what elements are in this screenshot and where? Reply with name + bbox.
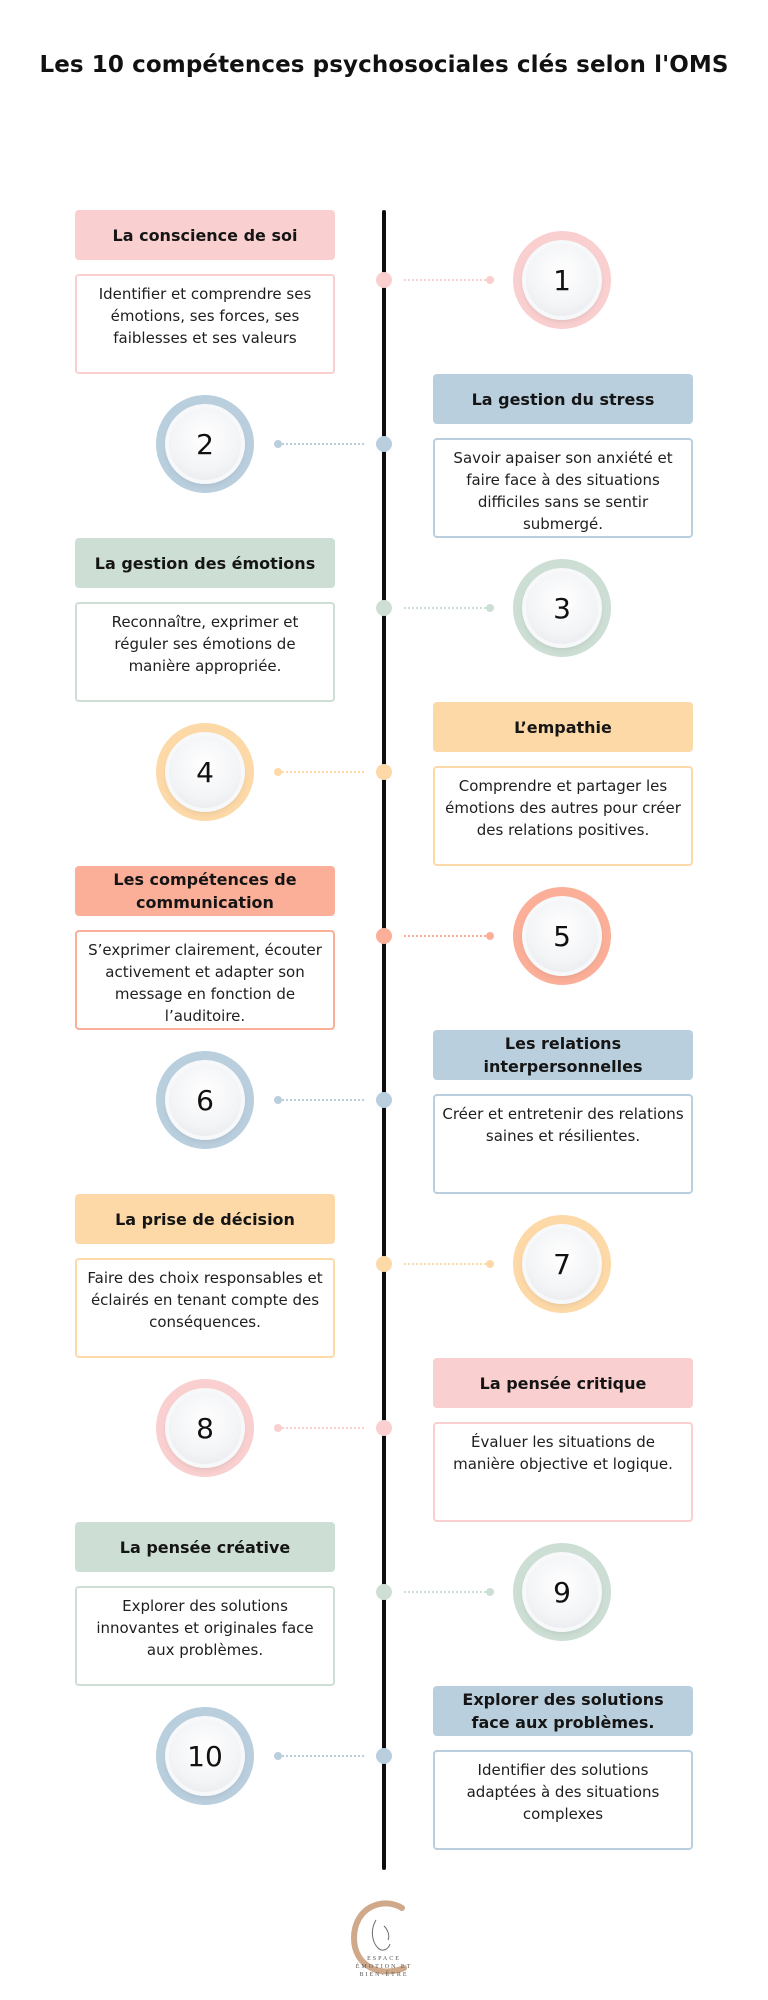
step-description: Savoir apaiser son anxiété et faire face à des situations difficiles sans se sentir submergé.: [433, 438, 693, 538]
connector-line: [404, 935, 490, 937]
step-number-badge: [156, 1379, 254, 1477]
step-description: Comprendre et partager les émotions des autres pour créer des relations positives.: [433, 766, 693, 866]
step-number: 8: [169, 1392, 241, 1464]
step-title: La pensée créative: [75, 1522, 335, 1572]
connector-end-dot: [274, 1752, 282, 1760]
timeline-dot: [376, 436, 392, 452]
logo-line-2: ÉMOTION ET: [355, 1964, 413, 1970]
step-title: L’empathie: [433, 702, 693, 752]
step-title: La gestion des émotions: [75, 538, 335, 588]
connector-line: [278, 443, 364, 445]
connector-end-dot: [274, 768, 282, 776]
connector-line: [404, 279, 490, 281]
step-number-badge: [513, 1215, 611, 1313]
connector-line: [404, 1591, 490, 1593]
connector-line: [278, 1099, 364, 1101]
step-number: 1: [526, 244, 598, 316]
step-number-badge: [156, 1707, 254, 1805]
step-number-badge: [513, 559, 611, 657]
step-title: Les compétences de communication: [75, 866, 335, 916]
connector-end-dot: [486, 1260, 494, 1268]
timeline-dot: [376, 1256, 392, 1272]
timeline-dot: [376, 764, 392, 780]
step-title: La conscience de soi: [75, 210, 335, 260]
step-number: 3: [526, 572, 598, 644]
connector-end-dot: [274, 1096, 282, 1104]
step-number: 6: [169, 1064, 241, 1136]
step-number-badge: [156, 395, 254, 493]
connector-line: [278, 1427, 364, 1429]
step-number: 2: [169, 408, 241, 480]
connector-line: [404, 1263, 490, 1265]
step-title: Les relations interpersonnelles: [433, 1030, 693, 1080]
connector-end-dot: [274, 1424, 282, 1432]
timeline-dot: [376, 1420, 392, 1436]
step-description: Faire des choix responsables et éclairés en tenant compte des conséquences.: [75, 1258, 335, 1358]
logo-text: [334, 1955, 434, 1979]
timeline-dot: [376, 1584, 392, 1600]
step-number: 7: [526, 1228, 598, 1300]
connector-end-dot: [486, 1588, 494, 1596]
step-title: Explorer des solutions face aux problèmes.: [433, 1686, 693, 1736]
step-title: La gestion du stress: [433, 374, 693, 424]
step-number: 4: [169, 736, 241, 808]
step-description: Reconnaître, exprimer et réguler ses émotions de manière appropriée.: [75, 602, 335, 702]
step-description: Créer et entretenir des relations saines et résilientes.: [433, 1094, 693, 1194]
connector-end-dot: [486, 604, 494, 612]
connector-line: [278, 771, 364, 773]
step-number: 5: [526, 900, 598, 972]
step-description: Identifier des solutions adaptées à des situations complexes: [433, 1750, 693, 1850]
step-number-badge: [156, 1051, 254, 1149]
step-number: 9: [526, 1556, 598, 1628]
connector-end-dot: [274, 440, 282, 448]
timeline-dot: [376, 928, 392, 944]
step-description: Évaluer les situations de manière objective et logique.: [433, 1422, 693, 1522]
connector-end-dot: [486, 276, 494, 284]
step-description: Identifier et comprendre ses émotions, ses forces, ses faiblesses et ses valeurs: [75, 274, 335, 374]
step-number-badge: [513, 887, 611, 985]
step-number-badge: [513, 231, 611, 329]
timeline-dot: [376, 1092, 392, 1108]
timeline-dot: [376, 1748, 392, 1764]
logo-line-1: ESPACE: [367, 1956, 401, 1962]
connector-line: [404, 607, 490, 609]
step-number-badge: [513, 1543, 611, 1641]
page-title: Les 10 compétences psychosociales clés selon l'OMS: [39, 52, 729, 78]
step-number-badge: [156, 723, 254, 821]
timeline-dot: [376, 600, 392, 616]
timeline-dot: [376, 272, 392, 288]
connector-end-dot: [486, 932, 494, 940]
step-title: La prise de décision: [75, 1194, 335, 1244]
step-description: Explorer des solutions innovantes et originales face aux problèmes.: [75, 1586, 335, 1686]
step-description: S’exprimer clairement, écouter activement et adapter son message en fonction de l’auditoire.: [75, 930, 335, 1030]
step-title: La pensée critique: [433, 1358, 693, 1408]
connector-line: [278, 1755, 364, 1757]
step-number: 10: [169, 1720, 241, 1792]
logo-line-3: BIEN-ÊTRE: [359, 1972, 409, 1978]
